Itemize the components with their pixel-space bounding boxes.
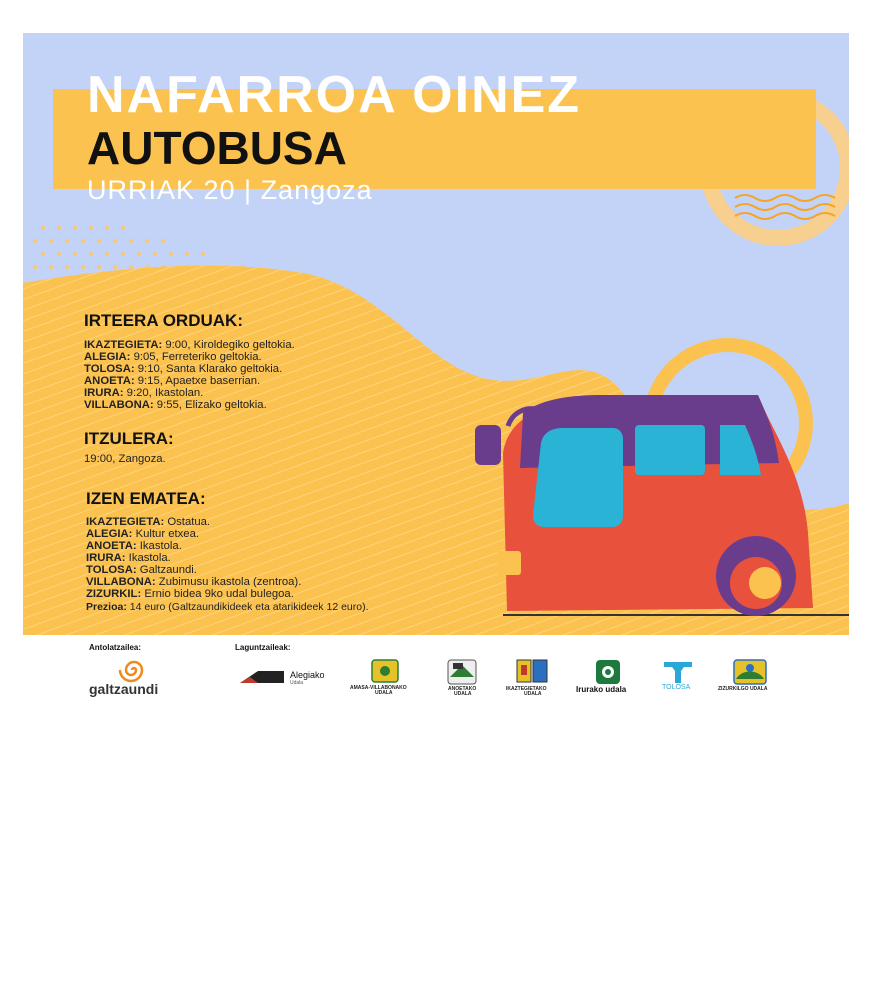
sponsor-sub: UDALA (524, 691, 542, 697)
bus-illustration (475, 395, 813, 616)
decor-dots (33, 226, 245, 269)
tolosa-logo-icon (662, 659, 694, 685)
date-line: URRIAK 20 | Zangoza (87, 175, 373, 205)
sponsor-sub: UDALA (454, 691, 472, 697)
registration-item: ALEGIA: Kultur etxea. (86, 528, 200, 540)
irura-shield-icon (594, 659, 622, 685)
title-line-2: AUTOBUSA (87, 122, 347, 174)
decor-wave-2 (735, 204, 835, 210)
sponsor-sub: Udala (290, 680, 304, 686)
departure-item: TOLOSA: 9:10, Santa Klarako geltokia. (84, 363, 283, 375)
footer (0, 635, 876, 705)
registration-item: IRURA: Ikastola. (86, 552, 171, 564)
departure-item: VILLABONA: 9:55, Elizako geltokia. (84, 399, 267, 411)
departure-item: IRURA: 9:20, Ikastolan. (84, 387, 204, 399)
registration-item: ANOETA: Ikastola. (86, 540, 182, 552)
title-line-1: NAFARROA OINEZ (87, 66, 582, 124)
departures-title: IRTEERA ORDUAK: (84, 311, 243, 330)
sponsor-name: TOLOSA (662, 684, 691, 691)
registration-title: IZEN EMATEA: (86, 489, 206, 508)
organizer-label: Antolatzailea: (89, 643, 142, 652)
poster (23, 33, 849, 635)
decor-wave-1 (735, 195, 835, 201)
amasa-villabona-shield-icon (368, 659, 402, 683)
ikaztegieta-shield-icon (515, 659, 549, 685)
registration-item: TOLOSA: Galtzaundi. (86, 564, 197, 576)
departure-item: IKAZTEGIETA: 9:00, Kiroldegiko geltokia. (84, 339, 295, 351)
sponsors-label: Laguntzaileak: (235, 643, 291, 652)
return-text: 19:00, Zangoza. (84, 453, 166, 465)
return-title: ITZULERA: (84, 429, 174, 448)
sponsor-sub: UDALA (375, 690, 393, 696)
anoeta-shield-icon (445, 659, 479, 685)
organizer-name: galtzaundi (89, 681, 159, 697)
registration-item: IKAZTEGIETA: Ostatua. (86, 516, 211, 528)
departure-item: ALEGIA: 9:05, Ferreteriko geltokia. (84, 351, 262, 363)
sponsor-name: ANOETAKO (448, 686, 477, 692)
sponsor-name: ZIZURKILGO UDALA (718, 686, 768, 692)
sponsor-name: Alegiako (290, 670, 325, 680)
departure-item: ANOETA: 9:15, Apaetxe baserrian. (84, 375, 261, 387)
alegiako-logo-icon (238, 665, 286, 687)
sponsor-name: Irurako udala (576, 685, 627, 694)
registration-item: ZIZURKIL: Ernio bidea 9ko udal bulegoa. (86, 588, 294, 600)
zizurkil-shield-icon (732, 659, 768, 685)
registration-item: VILLABONA: Zubimusu ikastola (zentroa). (86, 576, 302, 588)
price-line: Prezioa: 14 euro (Galtzaundikideek eta atarikideek 12 euro). (86, 601, 369, 613)
sponsor-name: AMASA-VILLABONAKO (350, 685, 407, 691)
sponsor-name: IKAZTEGIETAKO (506, 686, 547, 692)
